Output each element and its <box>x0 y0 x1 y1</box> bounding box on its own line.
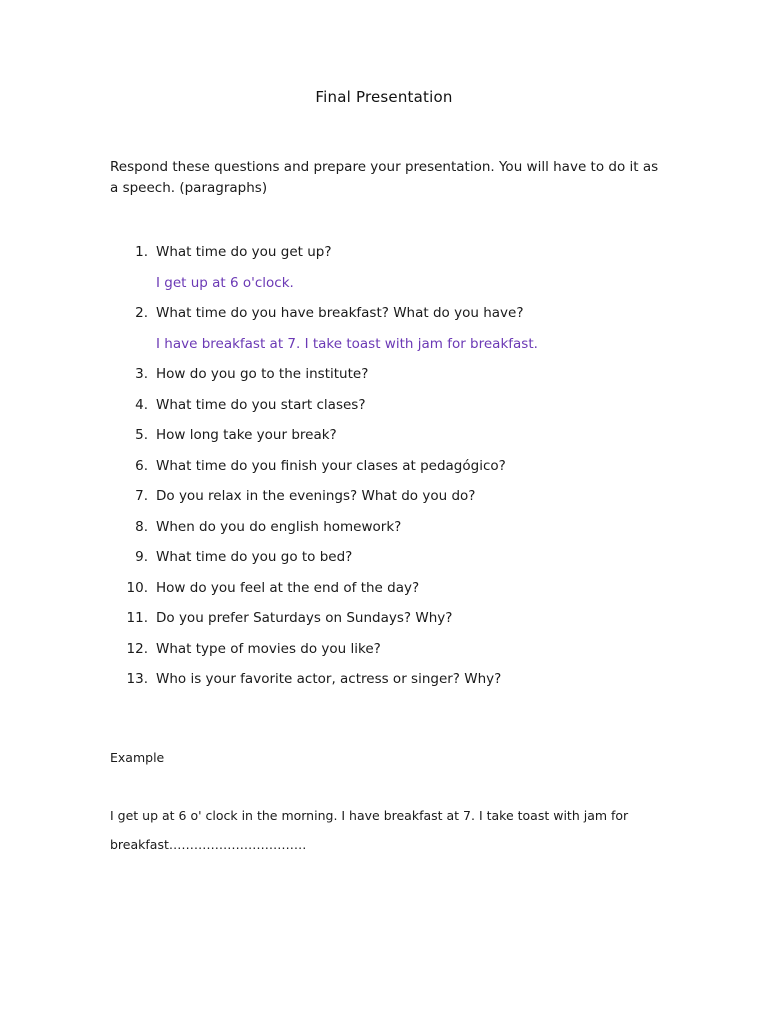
question-item <box>110 364 690 395</box>
question-number: 13. <box>126 671 148 687</box>
question-item <box>110 608 690 639</box>
question-text: What type of movies do you like? <box>156 640 381 657</box>
example-paragraph: I get up at 6 o' clock in the morning. I have breakfast at 7. I take toast with jam for breakfast…………………………… <box>110 808 629 852</box>
question-number: 11. <box>126 610 148 626</box>
instructions-paragraph: Respond these questions and prepare your presentation. You will have to do it as a speech. (paragraphs) <box>110 159 659 196</box>
question-item <box>110 517 690 548</box>
question-number: 8. <box>135 518 148 535</box>
question-number: 3. <box>135 366 148 382</box>
question-text: What time do you finish your clases at pedagógico? <box>156 457 506 474</box>
question-text: How do you feel at the end of the day? <box>156 579 420 596</box>
question-number: 9. <box>135 549 148 565</box>
question-item <box>110 639 690 670</box>
question-item <box>110 456 690 487</box>
question-number: 10. <box>126 579 148 596</box>
answer-text: I get up at 6 o'clock. <box>156 274 294 291</box>
question-text: When do you do english homework? <box>156 518 402 535</box>
question-number: 1. <box>135 244 148 260</box>
question-item <box>110 578 690 609</box>
question-text: What time do you go to bed? <box>156 549 353 565</box>
question-number: 7. <box>135 488 148 504</box>
example-heading: Example <box>110 750 165 765</box>
question-number: 4. <box>135 396 148 413</box>
question-item <box>110 669 690 700</box>
question-item <box>110 303 690 334</box>
question-text: What time do you get up? <box>156 244 332 260</box>
question-text: Do you relax in the evenings? What do you do? <box>156 488 476 504</box>
question-item <box>110 242 690 273</box>
question-list <box>110 242 690 700</box>
question-number: 2. <box>135 305 148 321</box>
answer-item <box>110 273 690 304</box>
question-item <box>110 547 690 578</box>
question-text: How long take your break? <box>156 427 337 443</box>
question-item <box>110 486 690 517</box>
question-item <box>110 425 690 456</box>
question-item <box>110 395 690 426</box>
question-text: What time do you have breakfast? What do you have? <box>156 305 524 321</box>
question-number: 5. <box>135 427 148 443</box>
question-text: Who is your favorite actor, actress or singer? Why? <box>156 671 502 687</box>
question-text: What time do you start clases? <box>156 396 366 413</box>
question-text: How do you go to the institute? <box>156 366 369 382</box>
answer-item <box>110 334 690 365</box>
page-title: Final Presentation <box>315 88 453 106</box>
question-number: 6. <box>135 457 148 474</box>
question-text: Do you prefer Saturdays on Sundays? Why? <box>156 610 453 626</box>
question-number: 12. <box>126 640 148 657</box>
answer-text: I have breakfast at 7. I take toast with jam for breakfast. <box>156 335 538 352</box>
